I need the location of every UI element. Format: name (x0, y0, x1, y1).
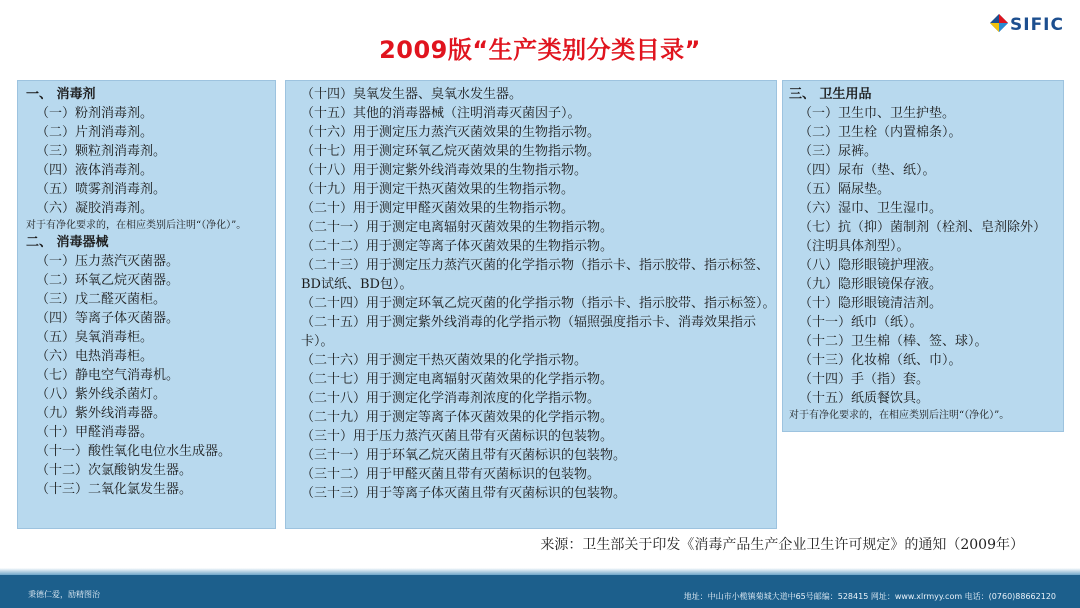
page-title: 2009版“生产类别分类目录” (379, 36, 701, 64)
list-item: （二）片剂消毒剂。 (36, 125, 154, 140)
list-item: （十八）用于测定紫外线消毒效果的生物指示物。 (301, 163, 588, 178)
panel-hygiene-products (782, 80, 1064, 432)
list-item: （十一）酸性氧化电位水生成器。 (36, 444, 232, 459)
list-item: （六）电热消毒柜。 (36, 349, 154, 364)
list-item: （六）湿巾、卫生湿巾。 (799, 201, 943, 216)
list-item: （九）隐形眼镜保存液。 (799, 277, 943, 292)
list-item: （一）压力蒸汽灭菌器。 (36, 254, 180, 269)
sific-logo (988, 12, 1068, 42)
list-item: （八）隐形眼镜护理液。 (799, 258, 943, 273)
footer-wave (0, 568, 1080, 575)
list-item: （五）喷雾剂消毒剂。 (36, 182, 167, 197)
section-heading: 二、 消毒器械 (26, 235, 109, 250)
list-item: （七）静电空气消毒机。 (36, 368, 180, 383)
list-item: （二十六）用于测定干热灭菌效果的化学指示物。 (301, 353, 588, 368)
list-item: （四）等离子体灭菌器。 (36, 311, 180, 326)
list-item: （九）紫外线消毒器。 (36, 406, 167, 421)
list-item: （三十）用于压力蒸汽灭菌且带有灭菌标识的包装物。 (301, 429, 614, 444)
list-item: （十四）臭氧发生器、臭氧水发生器。 (301, 87, 523, 102)
list-item: （二十五）用于测定紫外线消毒的化学指示物（辐照强度指示卡、消毒效果指示卡）。 (301, 315, 757, 349)
list-item: （十二）卫生棉（棒、签、球）。 (799, 334, 988, 349)
list-item: （八）紫外线杀菌灯。 (36, 387, 167, 402)
section-heading: 三、 卫生用品 (789, 87, 872, 102)
list-item: （二十八）用于测定化学消毒剂浓度的化学指示物。 (301, 391, 601, 406)
panel-devices-continued (285, 80, 777, 529)
list-item: （十三）化妆棉（纸、巾）。 (799, 353, 962, 368)
list-item: （十七）用于测定环氧乙烷灭菌效果的生物指示物。 (301, 144, 601, 159)
list-item: （三十一）用于环氧乙烷灭菌且带有灭菌标识的包装物。 (301, 448, 627, 463)
footer-bar (0, 568, 1080, 608)
list-item: （十）隐形眼镜清洁剂。 (799, 296, 943, 311)
list-item: （三十二）用于甲醛灭菌且带有灭菌标识的包装物。 (301, 467, 601, 482)
section-note: 对于有净化要求的，在相应类别后注明“（净化）”。 (789, 410, 1010, 421)
section-list (789, 104, 1063, 408)
section-heading: 一、 消毒剂 (26, 87, 96, 102)
list-item: （一）卫生巾、卫生护垫。 (799, 106, 956, 121)
list-item: （五）隔尿垫。 (799, 182, 891, 197)
logo-mark-icon (988, 12, 1010, 42)
logo-text: SIFIC (1010, 15, 1064, 35)
list-item: （二十七）用于测定电离辐射灭菌效果的化学指示物。 (301, 372, 614, 387)
list-item: （三）颗粒剂消毒剂。 (36, 144, 167, 159)
section-note: 对于有净化要求的，在相应类别后注明“（净化）”。 (26, 220, 247, 231)
list-item: （一）粉剂消毒剂。 (36, 106, 154, 121)
list-item: （二）环氧乙烷灭菌器。 (36, 273, 180, 288)
list-item: （十）甲醛消毒器。 (36, 425, 154, 440)
list-item: （四）尿布（垫、纸）。 (799, 163, 936, 178)
list-item: （十六）用于测定压力蒸汽灭菌效果的生物指示物。 (301, 125, 601, 140)
list-item: （二十一）用于测定电离辐射灭菌效果的生物指示物。 (301, 220, 614, 235)
list-item: （十五）纸质餐饮具。 (799, 391, 930, 406)
list-item: （三）戊二醛灭菌柜。 (36, 292, 167, 307)
source-citation: 来源：卫生部关于印发《消毒产品生产企业卫生许可规定》的通知（2009年） (540, 537, 1024, 553)
list-item: （二十三）用于测定压力蒸汽灭菌的化学指示物（指示卡、指示胶带、指示标签、BD试纸、BD包）。 (301, 258, 770, 292)
list-item: （十五）其他的消毒器械（注明消毒灭菌因子）。 (301, 106, 581, 121)
section-list (291, 85, 776, 503)
list-item: （十九）用于测定干热灭菌效果的生物指示物。 (301, 182, 575, 197)
list-item: （三）尿裤。 (799, 144, 878, 159)
list-item: （七）抗（抑）菌制剂（栓剂、皂剂除外）（注明具体剂型）。 (799, 220, 1047, 254)
list-item: （六）凝胶消毒剂。 (36, 201, 154, 216)
list-item: （十一）纸巾（纸）。 (799, 315, 923, 330)
list-item: （四）液体消毒剂。 (36, 163, 154, 178)
list-item: （五）臭氧消毒柜。 (36, 330, 154, 345)
section-list (26, 252, 275, 499)
list-item: （二十九）用于测定等离子体灭菌效果的化学指示物。 (301, 410, 614, 425)
list-item: （十三）二氧化氯发生器。 (36, 482, 193, 497)
footer-contact: 地址：中山市小榄镇菊城大道中65号邮编：528415 网址：www.xlrmyy.com 电话：(0760)88662120 (683, 592, 1056, 601)
list-item: （十四）手（指）套。 (799, 372, 930, 387)
list-item: （二十四）用于测定环氧乙烷灭菌的化学指示物（指示卡、指示胶带、指示标签）。 (301, 296, 776, 311)
list-item: （二十二）用于测定等离子体灭菌效果的生物指示物。 (301, 239, 614, 254)
list-item: （二十）用于测定甲醛灭菌效果的生物指示物。 (301, 201, 575, 216)
section-list (26, 104, 275, 218)
panel-disinfectants (17, 80, 276, 529)
list-item: （二）卫生栓（内置棉条）。 (799, 125, 962, 140)
list-item: （三十三）用于等离子体灭菌且带有灭菌标识的包装物。 (301, 486, 627, 501)
footer-motto: 秉德仁爱，励精图治 (28, 590, 100, 599)
list-item: （十二）次氯酸钠发生器。 (36, 463, 193, 478)
